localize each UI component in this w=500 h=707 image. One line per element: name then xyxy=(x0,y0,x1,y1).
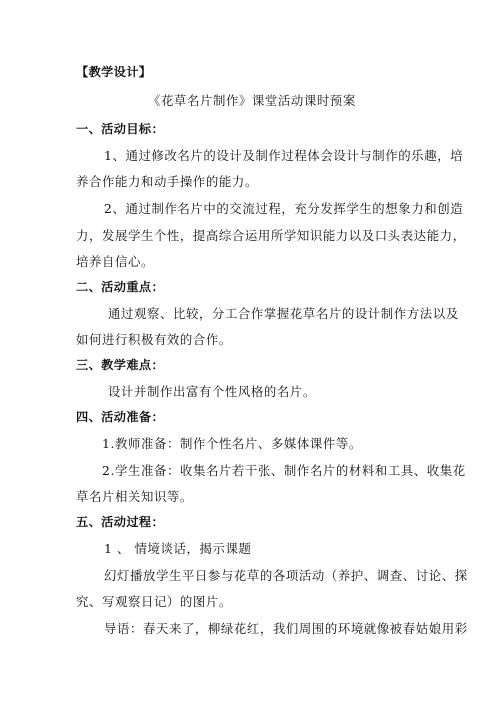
paragraph-line: 力，发展学生个性，提高综合运用所学知识能力以及口头表达能力， xyxy=(76,228,466,243)
paragraph-line: 究、写观察日记）的图片。 xyxy=(76,594,232,609)
paragraph-line: 培养自信心。 xyxy=(76,254,154,269)
section-3-heading: 三、教学难点： xyxy=(76,358,165,372)
section-4-heading: 四、活动准备： xyxy=(76,410,165,424)
paragraph-line: 1、通过修改名片的设计及制作过程体会设计与制作的乐趣，培 xyxy=(104,148,464,163)
section-5-heading: 五、活动过程： xyxy=(76,515,165,529)
doc-subtitle: 《花草名片制作》课堂活动课时预案 xyxy=(148,93,356,108)
paragraph-line: 草名片相关知识等。 xyxy=(76,489,193,504)
paragraph-line: 2、通过制作名片中的交流过程，充分发挥学生的想象力和创造 xyxy=(104,201,464,216)
doc-header: 【教学设计】 xyxy=(76,65,152,79)
paragraph-line: 导语：春天来了，柳绿花红，我们周围的环境就像被春姑娘用彩 xyxy=(104,621,468,636)
paragraph-line: 设计并制作出富有个性风格的名片。 xyxy=(108,384,316,399)
section-1-heading: 一、活动目标： xyxy=(76,122,165,136)
paragraph-line: 养合作能力和动手操作的能力。 xyxy=(76,174,258,189)
paragraph-line: 2.学生准备：收集名片若干张、制作名片的材料和工具、收集花 xyxy=(102,463,466,478)
section-2-heading: 二、活动重点： xyxy=(76,280,165,294)
paragraph-line: 1.教师准备：制作个性名片、多媒体课件等。 xyxy=(102,436,362,451)
step-heading: 1 、 情境谈话，揭示课题 xyxy=(104,541,252,556)
paragraph-line: 通过观察、比较，分工合作掌握花草名片的设计制作方法以及 xyxy=(108,306,459,321)
paragraph-line: 幻灯播放学生平日参与花草的各项活动（养护、调查、讨论、探 xyxy=(104,568,468,583)
paragraph-line: 如何进行积极有效的合作。 xyxy=(76,332,232,347)
